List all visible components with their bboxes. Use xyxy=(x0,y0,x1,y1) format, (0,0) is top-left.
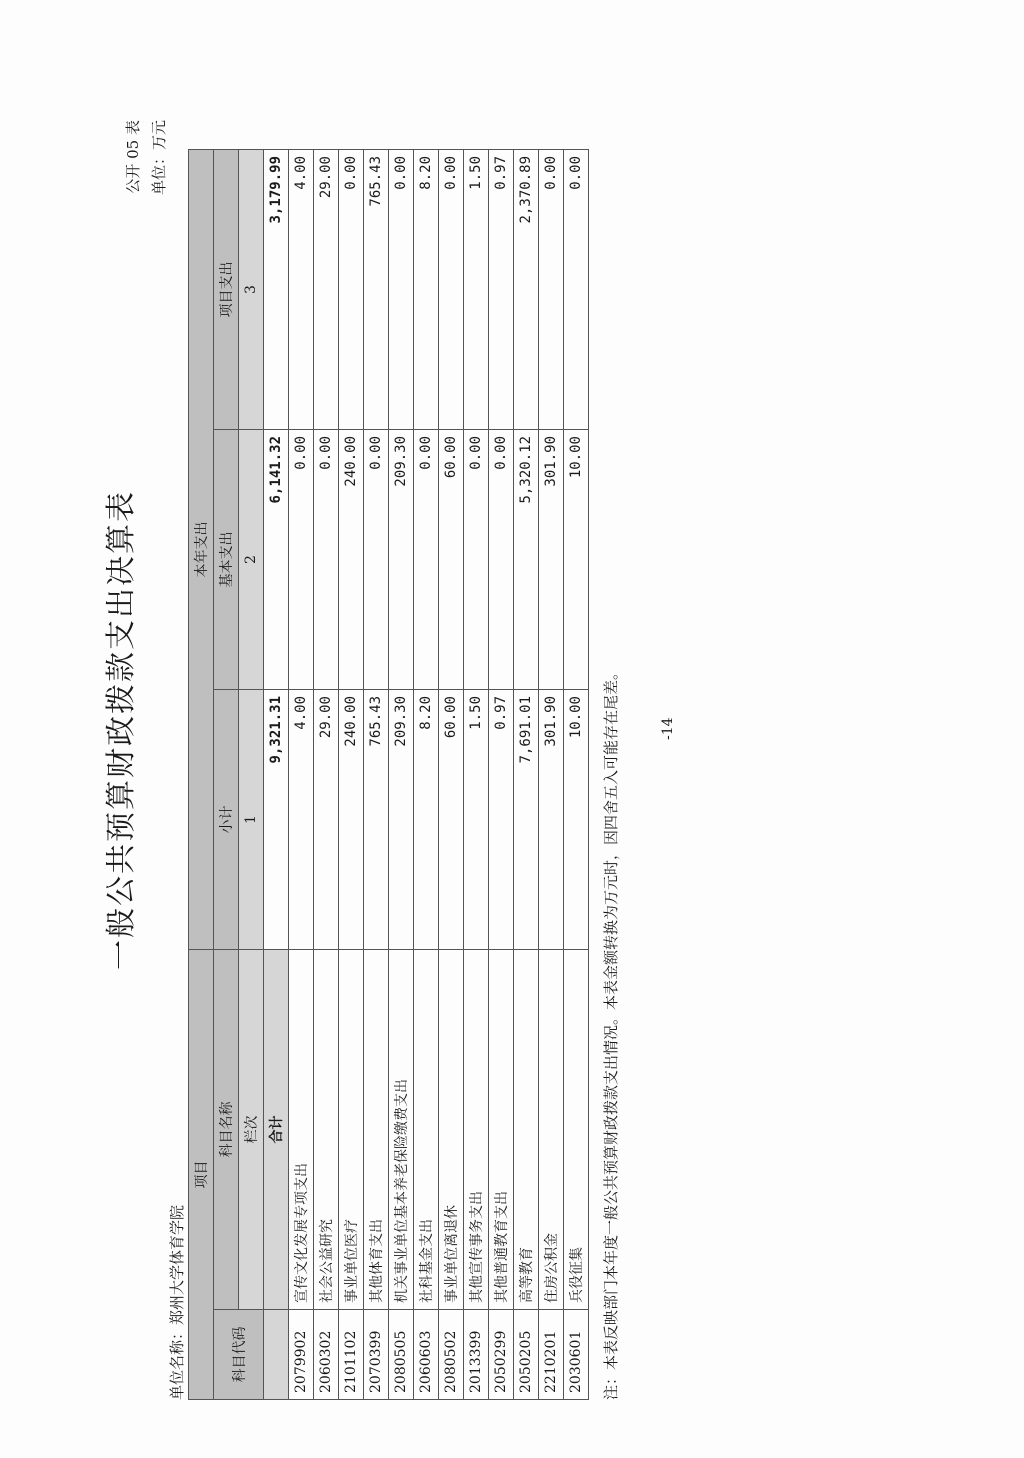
table-row xyxy=(564,150,589,1400)
form-number: 公开 05 表 xyxy=(124,120,142,194)
table-row xyxy=(289,150,314,1400)
row-subtotal: 1.50 xyxy=(464,690,489,950)
row-name: 社科基金支出 xyxy=(414,950,439,1310)
row-name: 事业单位医疗 xyxy=(339,950,364,1310)
row-basic: 10.00 xyxy=(564,430,589,690)
header-col-3: 3 xyxy=(239,150,264,430)
table-row xyxy=(489,150,514,1400)
row-code: 2060302 xyxy=(314,1310,339,1400)
header-name: 科目名称 xyxy=(214,950,239,1310)
row-basic: 0.00 xyxy=(414,430,439,690)
header-code: 科目代码 xyxy=(214,1310,264,1400)
row-project: 0.97 xyxy=(489,150,514,430)
header-subtotal: 小计 xyxy=(214,690,239,950)
row-subtotal: 240.00 xyxy=(339,690,364,950)
row-code: 2080505 xyxy=(389,1310,414,1400)
row-project: 29.00 xyxy=(314,150,339,430)
row-subtotal: 209.30 xyxy=(389,690,414,950)
row-code: 2050205 xyxy=(514,1310,539,1400)
row-subtotal: 8.20 xyxy=(414,690,439,950)
row-basic: 240.00 xyxy=(339,430,364,690)
unit-label: 单位：万元 xyxy=(150,120,168,196)
row-project: 4.00 xyxy=(289,150,314,430)
row-name: 其他体育支出 xyxy=(364,950,389,1310)
row-basic: 209.30 xyxy=(389,430,414,690)
row-project: 0.00 xyxy=(539,150,564,430)
organization-name: 单位名称：郑州大学体育学院 xyxy=(168,1204,186,1400)
row-basic: 60.00 xyxy=(439,430,464,690)
row-code: 2080502 xyxy=(439,1310,464,1400)
row-subtotal: 301.90 xyxy=(539,690,564,950)
row-name: 社会公益研究 xyxy=(314,950,339,1310)
row-subtotal: 29.00 xyxy=(314,690,339,950)
row-subtotal: 765.43 xyxy=(364,690,389,950)
row-name: 机关事业单位基本养老保险缴费支出 xyxy=(389,950,414,1310)
rotated-sheet xyxy=(100,60,690,1400)
row-project: 0.00 xyxy=(389,150,414,430)
row-basic: 301.90 xyxy=(539,430,564,690)
row-name: 高等教育 xyxy=(514,950,539,1310)
footnote: 注：本表反映部门本年度一般公共预算财政拨款支出情况。本表金额转换为万元时，因四舍五入可能存在尾差。 xyxy=(602,664,620,1400)
row-project: 0.00 xyxy=(439,150,464,430)
table-row xyxy=(339,150,364,1400)
table-row xyxy=(439,150,464,1400)
row-project: 8.20 xyxy=(414,150,439,430)
row-basic: 0.00 xyxy=(489,430,514,690)
header-col-1: 1 xyxy=(239,690,264,950)
header-col-2: 2 xyxy=(239,430,264,690)
row-subtotal: 10.00 xyxy=(564,690,589,950)
table-row xyxy=(389,150,414,1400)
row-code: 2013399 xyxy=(464,1310,489,1400)
row-basic: 0.00 xyxy=(464,430,489,690)
row-code: 2210201 xyxy=(539,1310,564,1400)
page-title: 一般公共预算财政拨款支出决算表 xyxy=(104,490,139,970)
table-row xyxy=(314,150,339,1400)
row-project: 0.00 xyxy=(339,150,364,430)
row-basic: 0.00 xyxy=(364,430,389,690)
row-code: 2079902 xyxy=(289,1310,314,1400)
row-project: 765.43 xyxy=(364,150,389,430)
total-row xyxy=(264,150,289,1400)
total-project: 3,179.99 xyxy=(264,150,289,430)
total-basic: 6,141.32 xyxy=(264,430,289,690)
table-row xyxy=(364,150,389,1400)
row-basic: 0.00 xyxy=(289,430,314,690)
table-row xyxy=(514,150,539,1400)
row-project: 0.00 xyxy=(564,150,589,430)
row-code: 2030601 xyxy=(564,1310,589,1400)
row-name: 住房公积金 xyxy=(539,950,564,1310)
row-name: 其他宣传事务支出 xyxy=(464,950,489,1310)
row-code: 2050299 xyxy=(489,1310,514,1400)
row-name: 兵役征集 xyxy=(564,950,589,1310)
header-basic: 基本支出 xyxy=(214,430,239,690)
row-name: 其他普通教育支出 xyxy=(489,950,514,1310)
row-subtotal: 0.97 xyxy=(489,690,514,950)
row-project: 2,370.89 xyxy=(514,150,539,430)
header-project: 项目支出 xyxy=(214,150,239,430)
row-basic: 5,320.12 xyxy=(514,430,539,690)
header-current-year: 本年支出 xyxy=(189,150,214,950)
row-subtotal: 7,691.01 xyxy=(514,690,539,950)
total-subtotal: 9,321.31 xyxy=(264,690,289,950)
page-number: -14 xyxy=(660,717,676,740)
total-label: 合计 xyxy=(264,950,289,1310)
row-basic: 0.00 xyxy=(314,430,339,690)
row-subtotal: 60.00 xyxy=(439,690,464,950)
expenditure-table xyxy=(188,149,589,1400)
table-row xyxy=(414,150,439,1400)
row-name: 宣传文化发展专项支出 xyxy=(289,950,314,1310)
row-code: 2060603 xyxy=(414,1310,439,1400)
row-name: 事业单位离退休 xyxy=(439,950,464,1310)
table-row xyxy=(464,150,489,1400)
row-project: 1.50 xyxy=(464,150,489,430)
row-code: 2070399 xyxy=(364,1310,389,1400)
row-code: 2101102 xyxy=(339,1310,364,1400)
header-col-label: 栏次 xyxy=(239,950,264,1310)
table-row xyxy=(539,150,564,1400)
header-item: 项目 xyxy=(189,950,214,1400)
row-subtotal: 4.00 xyxy=(289,690,314,950)
